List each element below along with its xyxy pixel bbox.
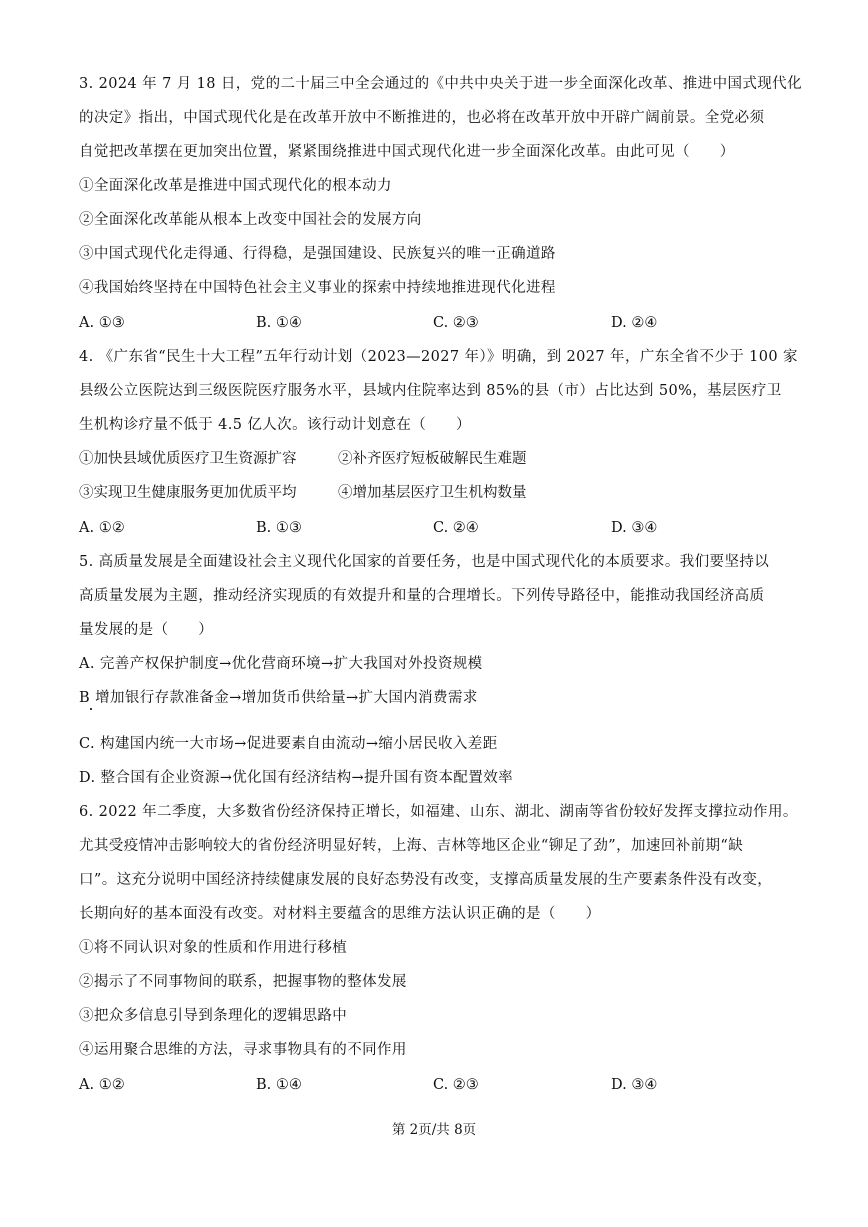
question-3-stem-line: 3. 2024 年 7 月 18 日，党的二十届三中全会通过的《中共中央关于进一步全面深化改革、推进中国式现代化 [79, 76, 802, 92]
option-d: D. ③④ [611, 1077, 658, 1093]
option-a: A. ①② [79, 1077, 125, 1093]
option-c: C. ②③ [433, 1077, 479, 1093]
option-a: A. ①② [79, 520, 125, 536]
question-5-choice-b: B 增加银行存款准备金→增加货币供给量→扩大国内消费需求 [79, 690, 478, 706]
question-4-statement: ①加快县域优质医疗卫生资源扩容 [79, 451, 297, 467]
question-3-statement: ②全面深化改革能从根本上改变中国社会的发展方向 [79, 212, 422, 228]
question-3-stem-line: 的决定》指出，中国式现代化是在改革开放中不断推进的，也必将在改革开放中开辟广阔前景。全党必须 [79, 110, 765, 126]
question-5-stem-line: 高质量发展为主题，推动经济实现质的有效提升和量的合理增长。下列传导路径中，能推动我国经济高质 [79, 588, 765, 604]
option-b: B. ①④ [256, 315, 302, 331]
question-5-choice-d: D. 整合国有企业资源→优化国有经济结构→提升国有资本配置效率 [79, 770, 514, 786]
question-3-statement: ①全面深化改革是推进中国式现代化的根本动力 [79, 178, 392, 194]
option-c: C. ②④ [433, 520, 479, 536]
question-5-stem-line: 量发展的是（ ） [79, 622, 214, 638]
option-b: B. ①③ [256, 520, 302, 536]
question-6-stem-line: 长期向好的基本面没有改变。对材料主要蕴含的思维方法认识正确的是（ ） [79, 906, 601, 922]
option-d: D. ③④ [611, 520, 658, 536]
stray-dot-mark [90, 708, 92, 710]
page-footer: 第 2页/共 8页 [391, 1122, 477, 1138]
question-3-statement: ④我国始终坚持在中国特色社会主义事业的探索中持续地推进现代化进程 [79, 280, 556, 296]
question-6-stem-line: 尤其受疫情冲击影响较大的省份经济明显好转，上海、吉林等地区企业“铆足了劲”，加速回补前期“缺 [79, 838, 744, 854]
question-4-stem-line: 4. 《广东省“民生十大工程”五年行动计划（2023—2027 年）》明确，到 2027 年，广东全省不少于 100 家 [79, 349, 798, 365]
question-4-stem-line: 生机构诊疗量不低于 4.5 亿人次。该行动计划意在（ ） [79, 417, 471, 433]
question-6-stem-line: 6. 2022 年二季度，大多数省份经济保持正增长，如福建、山东、湖北、湖南等省份较好发挥支撑拉动作用。 [79, 804, 798, 820]
question-4-statement: ④增加基层医疗卫生机构数量 [338, 485, 527, 501]
question-6-statement: ①将不同认识对象的性质和作用进行移植 [79, 940, 348, 956]
option-c: C. ②③ [433, 315, 479, 331]
question-5-stem-line: 5. 高质量发展是全面建设社会主义现代化国家的首要任务，也是中国式现代化的本质要求。我们要坚持以 [79, 554, 770, 570]
question-4-statement: ③实现卫生健康服务更加优质平均 [79, 485, 297, 501]
question-3-statement: ③中国式现代化走得通、行得稳，是强国建设、民族复兴的唯一正确道路 [79, 246, 556, 262]
question-6-statement: ②揭示了不同事物间的联系，把握事物的整体发展 [79, 974, 407, 990]
question-6-statement: ④运用聚合思维的方法，寻求事物具有的不同作用 [79, 1042, 407, 1058]
question-5-choice-c: C. 构建国内统一大市场→促进要素自由流动→缩小居民收入差距 [79, 736, 498, 752]
question-6-stem-line: 口”。这充分说明中国经济持续健康发展的良好态势没有改变，支撑高质量发展的生产要素条件没有改变， [79, 872, 773, 888]
option-d: D. ②④ [611, 315, 658, 331]
question-3-stem-line: 自觉把改革摆在更加突出位置，紧紧围绕推进中国式现代化进一步全面深化改革。由此可见（ ） [79, 144, 735, 160]
question-4-stem-line: 县级公立医院达到三级医院医疗服务水平，县域内住院率达到 85%的县（市）占比达到 50%，基层医疗卫 [79, 383, 782, 399]
option-b: B. ①④ [256, 1077, 302, 1093]
question-4-statement: ②补齐医疗短板破解民生难题 [338, 451, 527, 467]
option-a: A. ①③ [79, 315, 125, 331]
question-6-statement: ③把众多信息引导到条理化的逻辑思路中 [79, 1008, 348, 1024]
question-5-choice-a: A. 完善产权保护制度→优化营商环境→扩大我国对外投资规模 [79, 656, 483, 672]
